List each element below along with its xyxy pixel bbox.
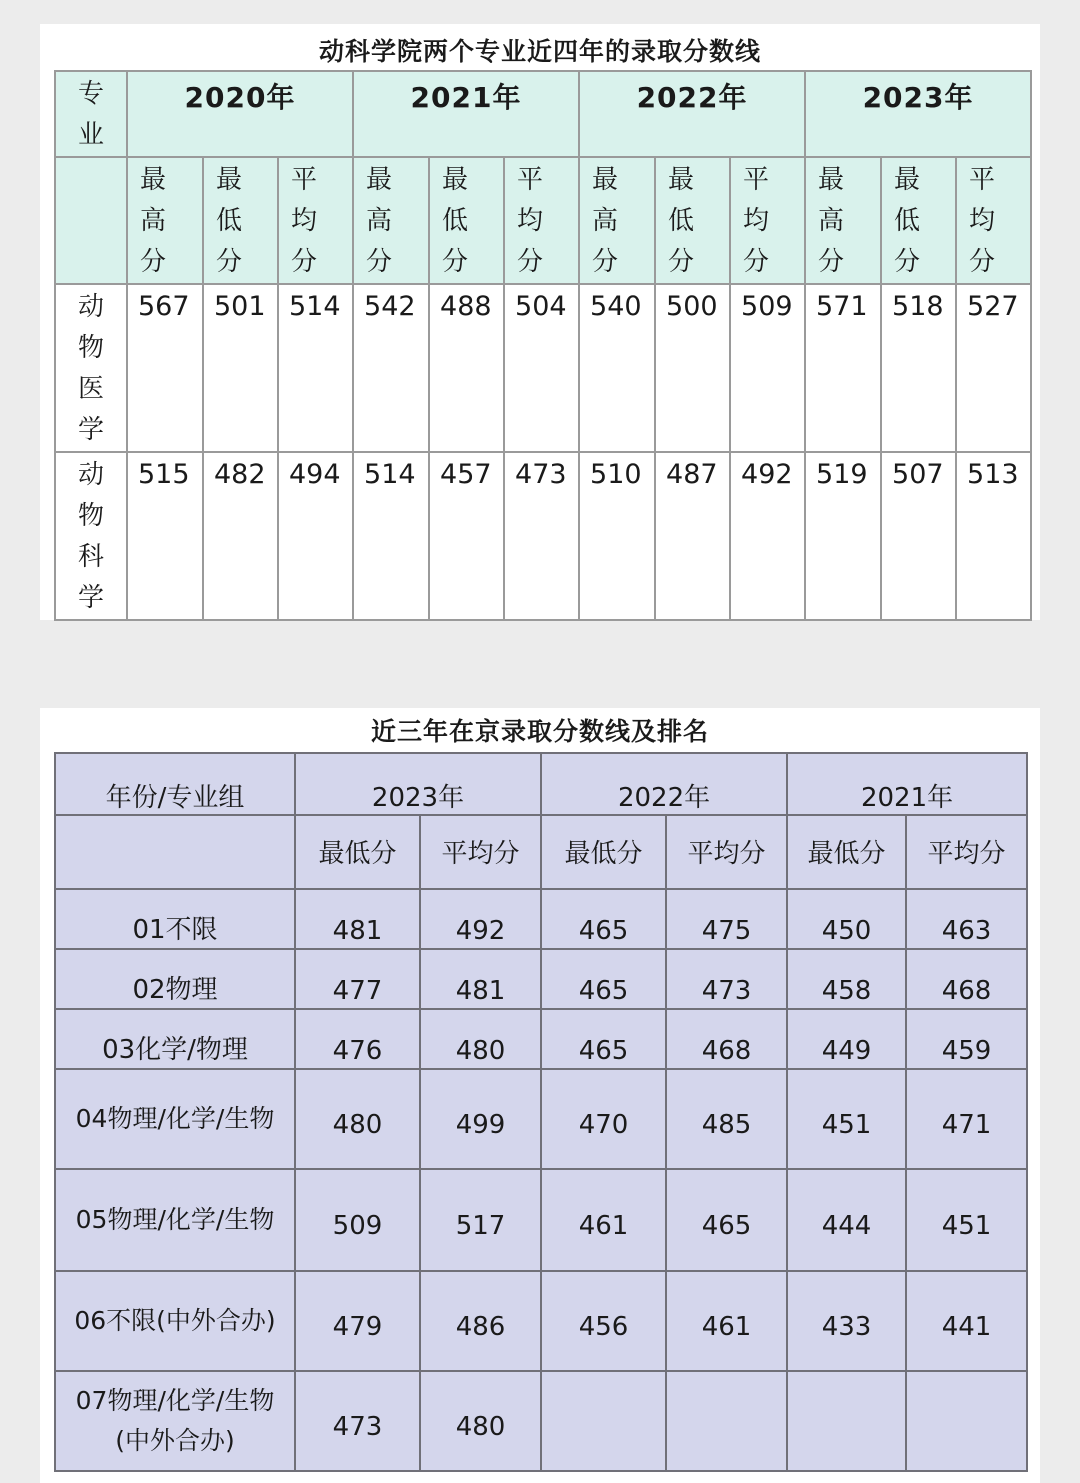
sub-header-label: 最高分 bbox=[366, 165, 393, 277]
table-row bbox=[55, 1069, 1027, 1169]
group-name-cell: 06不限(中外合办) bbox=[55, 1271, 295, 1371]
admission-scores-four-years-table bbox=[54, 70, 1032, 621]
sub-header-cell: 最低分 bbox=[295, 815, 420, 889]
score-cell: 461 bbox=[666, 1271, 787, 1371]
score-cell: 514 bbox=[353, 452, 429, 620]
score-cell: 444 bbox=[787, 1169, 906, 1271]
score-cell: 486 bbox=[420, 1271, 541, 1371]
score-cell: 473 bbox=[504, 452, 579, 620]
score-cell: 513 bbox=[956, 452, 1031, 620]
score-cell: 499 bbox=[420, 1069, 541, 1169]
table1-panel bbox=[40, 24, 1040, 620]
group-name-cell: 04物理/化学/生物 bbox=[55, 1069, 295, 1169]
sub-header-label: 平均分 bbox=[743, 165, 770, 277]
score-cell: 459 bbox=[906, 1009, 1027, 1069]
score-cell bbox=[787, 1371, 906, 1471]
score-cell: 515 bbox=[127, 452, 203, 620]
score-cell: 468 bbox=[666, 1009, 787, 1069]
score-cell: 487 bbox=[655, 452, 730, 620]
table-row bbox=[55, 889, 1027, 949]
score-cell: 509 bbox=[295, 1169, 420, 1271]
score-cell: 492 bbox=[730, 452, 805, 620]
sub-header-cell bbox=[278, 157, 353, 284]
score-cell: 542 bbox=[353, 284, 429, 452]
score-cell: 473 bbox=[295, 1371, 420, 1471]
score-cell: 433 bbox=[787, 1271, 906, 1371]
corner-header: 年份/专业组 bbox=[55, 753, 295, 815]
score-cell: 519 bbox=[805, 452, 881, 620]
sub-header-cell bbox=[881, 157, 956, 284]
year-header-2021: 2021年 bbox=[353, 71, 579, 157]
score-cell: 480 bbox=[420, 1371, 541, 1471]
score-cell: 514 bbox=[278, 284, 353, 452]
table1-title: 动科学院两个专业近四年的录取分数线 bbox=[318, 37, 761, 66]
score-cell: 488 bbox=[429, 284, 504, 452]
sub-header-label: 最低分 bbox=[442, 165, 469, 277]
score-cell: 476 bbox=[295, 1009, 420, 1069]
sub-header-label: 最高分 bbox=[140, 165, 167, 277]
sub-header-cell bbox=[805, 157, 881, 284]
sub-header-cell bbox=[504, 157, 579, 284]
score-cell: 507 bbox=[881, 452, 956, 620]
year-header-2020: 2020年 bbox=[127, 71, 353, 157]
year-header-2022: 2022年 bbox=[579, 71, 805, 157]
score-cell: 481 bbox=[295, 889, 420, 949]
score-cell: 479 bbox=[295, 1271, 420, 1371]
group-name-cell: 05物理/化学/生物 bbox=[55, 1169, 295, 1271]
major-header: 专业 bbox=[77, 79, 104, 150]
table-row bbox=[55, 1169, 1027, 1271]
score-cell: 449 bbox=[787, 1009, 906, 1069]
score-cell: 500 bbox=[655, 284, 730, 452]
score-cell: 465 bbox=[541, 1009, 666, 1069]
score-cell bbox=[666, 1371, 787, 1471]
score-cell: 510 bbox=[579, 452, 655, 620]
group-name-cell: 02物理 bbox=[55, 949, 295, 1009]
table2-panel bbox=[40, 708, 1040, 1483]
sub-header-label: 最低分 bbox=[216, 165, 243, 277]
sub-header-cell: 平均分 bbox=[906, 815, 1027, 889]
score-cell: 527 bbox=[956, 284, 1031, 452]
year-header-2023: 2023年 bbox=[805, 71, 1031, 157]
score-cell: 451 bbox=[906, 1169, 1027, 1271]
table-row bbox=[55, 1271, 1027, 1371]
score-cell bbox=[906, 1371, 1027, 1471]
table-row bbox=[55, 1371, 1027, 1471]
score-cell: 465 bbox=[541, 949, 666, 1009]
score-cell: 473 bbox=[666, 949, 787, 1009]
year-header-2023: 2023年 bbox=[295, 753, 541, 815]
score-cell: 518 bbox=[881, 284, 956, 452]
score-cell: 509 bbox=[730, 284, 805, 452]
score-cell: 461 bbox=[541, 1169, 666, 1271]
sub-header-cell: 平均分 bbox=[666, 815, 787, 889]
sub-header-cell bbox=[655, 157, 730, 284]
sub-header-cell bbox=[429, 157, 504, 284]
score-cell: 517 bbox=[420, 1169, 541, 1271]
group-name-cell: 03化学/物理 bbox=[55, 1009, 295, 1069]
empty-header-cell bbox=[55, 157, 127, 284]
table2-title: 近三年在京录取分数线及排名 bbox=[370, 717, 709, 746]
sub-header-cell: 最低分 bbox=[787, 815, 906, 889]
score-cell: 494 bbox=[278, 452, 353, 620]
score-cell: 457 bbox=[429, 452, 504, 620]
sub-header-cell: 最低分 bbox=[541, 815, 666, 889]
score-cell: 492 bbox=[420, 889, 541, 949]
score-cell: 451 bbox=[787, 1069, 906, 1169]
sub-header-label: 平均分 bbox=[517, 165, 544, 277]
beijing-admission-scores-table bbox=[54, 752, 1028, 1472]
year-header-2022: 2022年 bbox=[541, 753, 787, 815]
sub-header-label: 平均分 bbox=[291, 165, 318, 277]
score-cell: 480 bbox=[420, 1009, 541, 1069]
major-name: 动物科学 bbox=[77, 460, 104, 613]
score-cell: 441 bbox=[906, 1271, 1027, 1371]
score-cell: 477 bbox=[295, 949, 420, 1009]
table-row-header bbox=[55, 452, 127, 620]
score-cell: 567 bbox=[127, 284, 203, 452]
empty-header-cell bbox=[55, 815, 295, 889]
sub-header-cell bbox=[579, 157, 655, 284]
score-cell: 475 bbox=[666, 889, 787, 949]
major-name: 动物医学 bbox=[77, 292, 104, 445]
score-cell: 481 bbox=[420, 949, 541, 1009]
sub-header-label: 最高分 bbox=[818, 165, 845, 277]
score-cell: 458 bbox=[787, 949, 906, 1009]
sub-header-label: 最高分 bbox=[592, 165, 619, 277]
table-row-header bbox=[55, 284, 127, 452]
sub-header-cell bbox=[956, 157, 1031, 284]
year-header-2021: 2021年 bbox=[787, 753, 1027, 815]
table-row bbox=[55, 1009, 1027, 1069]
group-name-cell: 01不限 bbox=[55, 889, 295, 949]
score-cell: 450 bbox=[787, 889, 906, 949]
score-cell: 468 bbox=[906, 949, 1027, 1009]
sub-header-label: 最低分 bbox=[668, 165, 695, 277]
score-cell: 456 bbox=[541, 1271, 666, 1371]
sub-header-label: 最低分 bbox=[894, 165, 921, 277]
score-cell: 480 bbox=[295, 1069, 420, 1169]
score-cell: 540 bbox=[579, 284, 655, 452]
sub-header-cell bbox=[203, 157, 278, 284]
group-name-cell: 07物理/化学/生物(中外合办) bbox=[55, 1371, 295, 1471]
sub-header-cell bbox=[127, 157, 203, 284]
score-cell: 471 bbox=[906, 1069, 1027, 1169]
table-row bbox=[55, 949, 1027, 1009]
score-cell: 504 bbox=[504, 284, 579, 452]
score-cell bbox=[541, 1371, 666, 1471]
major-header-cell bbox=[55, 71, 127, 157]
score-cell: 465 bbox=[541, 889, 666, 949]
sub-header-cell: 平均分 bbox=[420, 815, 541, 889]
score-cell: 470 bbox=[541, 1069, 666, 1169]
score-cell: 465 bbox=[666, 1169, 787, 1271]
score-cell: 501 bbox=[203, 284, 278, 452]
sub-header-cell bbox=[730, 157, 805, 284]
score-cell: 485 bbox=[666, 1069, 787, 1169]
sub-header-cell bbox=[353, 157, 429, 284]
score-cell: 482 bbox=[203, 452, 278, 620]
score-cell: 463 bbox=[906, 889, 1027, 949]
score-cell: 571 bbox=[805, 284, 881, 452]
sub-header-label: 平均分 bbox=[969, 165, 996, 277]
